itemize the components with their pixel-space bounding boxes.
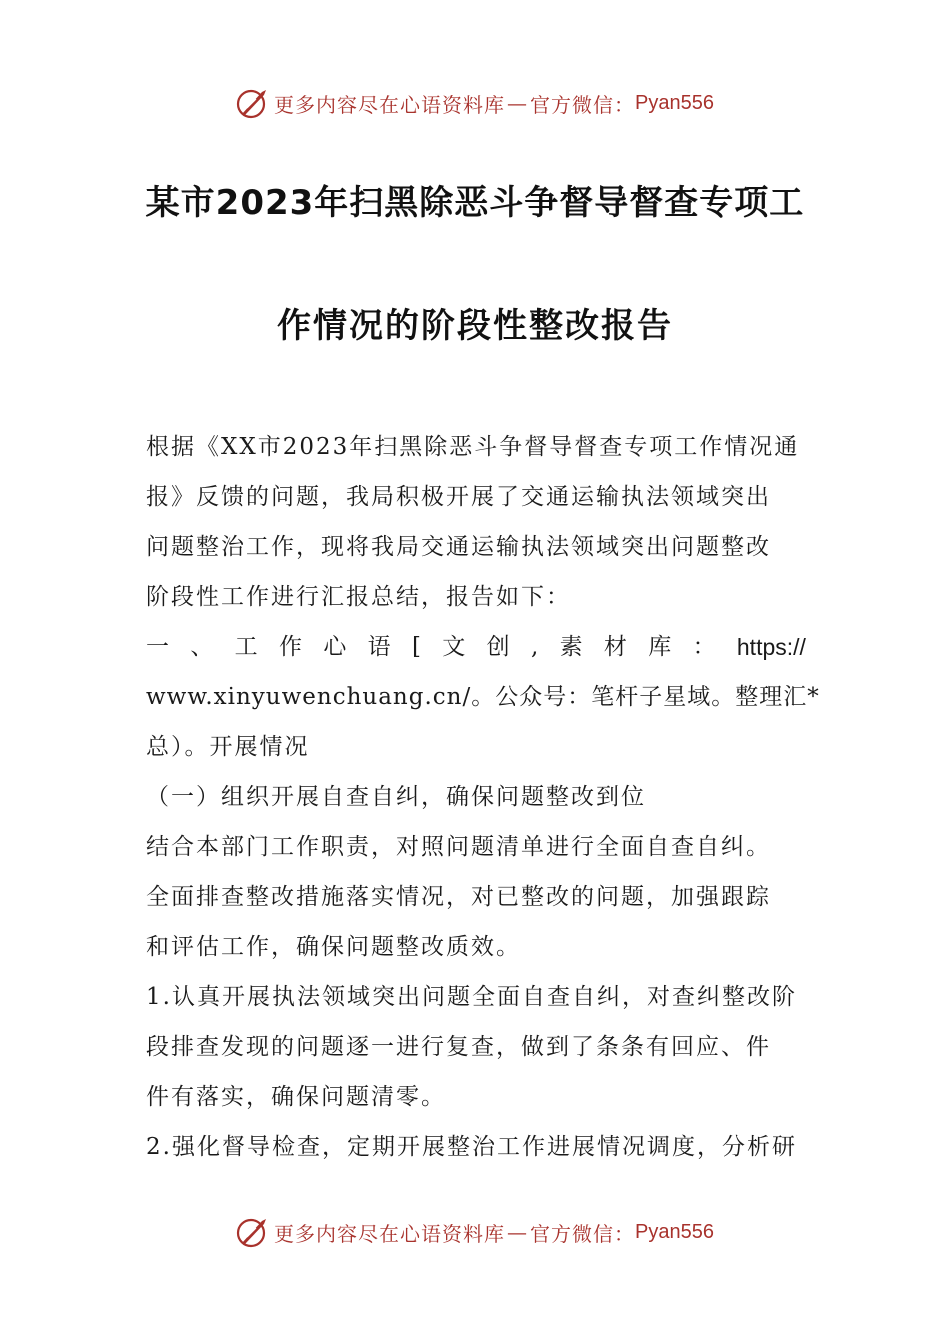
body-line: www.xinyuwenchuang.cn/。公众号：笔杆子星域。整理汇* — [146, 684, 820, 710]
banner-dash: — — [507, 1220, 529, 1244]
body-line: 段排查发现的问题逐一进行复查，做到了条条有回应、件 — [146, 1034, 771, 1060]
document-body — [146, 422, 820, 1172]
spaced-token: 文 — [442, 634, 466, 660]
spaced-token: 心 — [323, 634, 347, 660]
quill-logo-icon — [236, 86, 270, 120]
spaced-token: 创 — [486, 634, 510, 660]
document-title-line-2: 作情况的阶段性整改报告 — [277, 306, 673, 346]
spaced-token: ： — [692, 634, 716, 660]
banner-dash: — — [507, 91, 529, 115]
spaced-token: [ — [411, 634, 421, 660]
body-line: 全面排查整改措施落实情况，对已整改的问题，加强跟踪 — [146, 884, 771, 910]
spaced-token: 库 — [648, 634, 672, 660]
top-banner — [0, 83, 950, 123]
body-line: 1.认真开展执法领域突出问题全面自查自纠，对查纠整改阶 — [146, 984, 797, 1010]
banner-wechat-id: Pyan556 — [635, 91, 714, 114]
banner-suffix-text: 官方微信： — [530, 1221, 636, 1246]
banner-wechat-id: Pyan556 — [635, 1220, 714, 1243]
body-line: 问题整治工作，现将我局交通运输执法领域突出问题整改 — [146, 534, 771, 560]
banner-main-text: 更多内容尽在心语资料库 — [274, 92, 506, 117]
document-title-line-1: 某市2023年扫黑除恶斗争督导督查专项工 — [145, 183, 805, 223]
body-line: 2.强化督导检查，定期开展整治工作进展情况调度，分析研 — [146, 1134, 797, 1160]
spaced-token: 工 — [234, 634, 258, 660]
spaced-token: , — [530, 634, 539, 660]
body-line: 总）。开展情况 — [146, 734, 310, 760]
body-line: 根据《XX市2023年扫黑除恶斗争督导督查专项工作情况通 — [146, 434, 800, 460]
section-heading-spaced-line — [146, 622, 806, 672]
spaced-token: 语 — [367, 634, 391, 660]
quill-logo-icon — [236, 1215, 270, 1249]
bottom-banner — [0, 1212, 950, 1252]
body-line: 件有落实，确保问题清零。 — [146, 1084, 446, 1110]
spaced-token: 一 — [146, 634, 169, 660]
body-line: 和评估工作，确保问题整改质效。 — [146, 934, 521, 960]
body-line: 阶段性工作进行汇报总结，报告如下： — [146, 584, 571, 610]
banner-suffix-text: 官方微信： — [530, 92, 636, 117]
spaced-token: 、 — [190, 634, 214, 660]
spaced-token: 作 — [278, 634, 302, 660]
spaced-token: 材 — [603, 634, 627, 660]
subsection-heading: （一）组织开展自查自纠，确保问题整改到位 — [146, 784, 646, 810]
spaced-token-url: https:// — [736, 634, 806, 660]
spaced-token: 素 — [559, 634, 583, 660]
body-line: 结合本部门工作职责，对照问题清单进行全面自查自纠。 — [146, 834, 771, 860]
body-line: 报》反馈的问题，我局积极开展了交通运输执法领域突出 — [146, 484, 771, 510]
banner-main-text: 更多内容尽在心语资料库 — [274, 1221, 506, 1246]
